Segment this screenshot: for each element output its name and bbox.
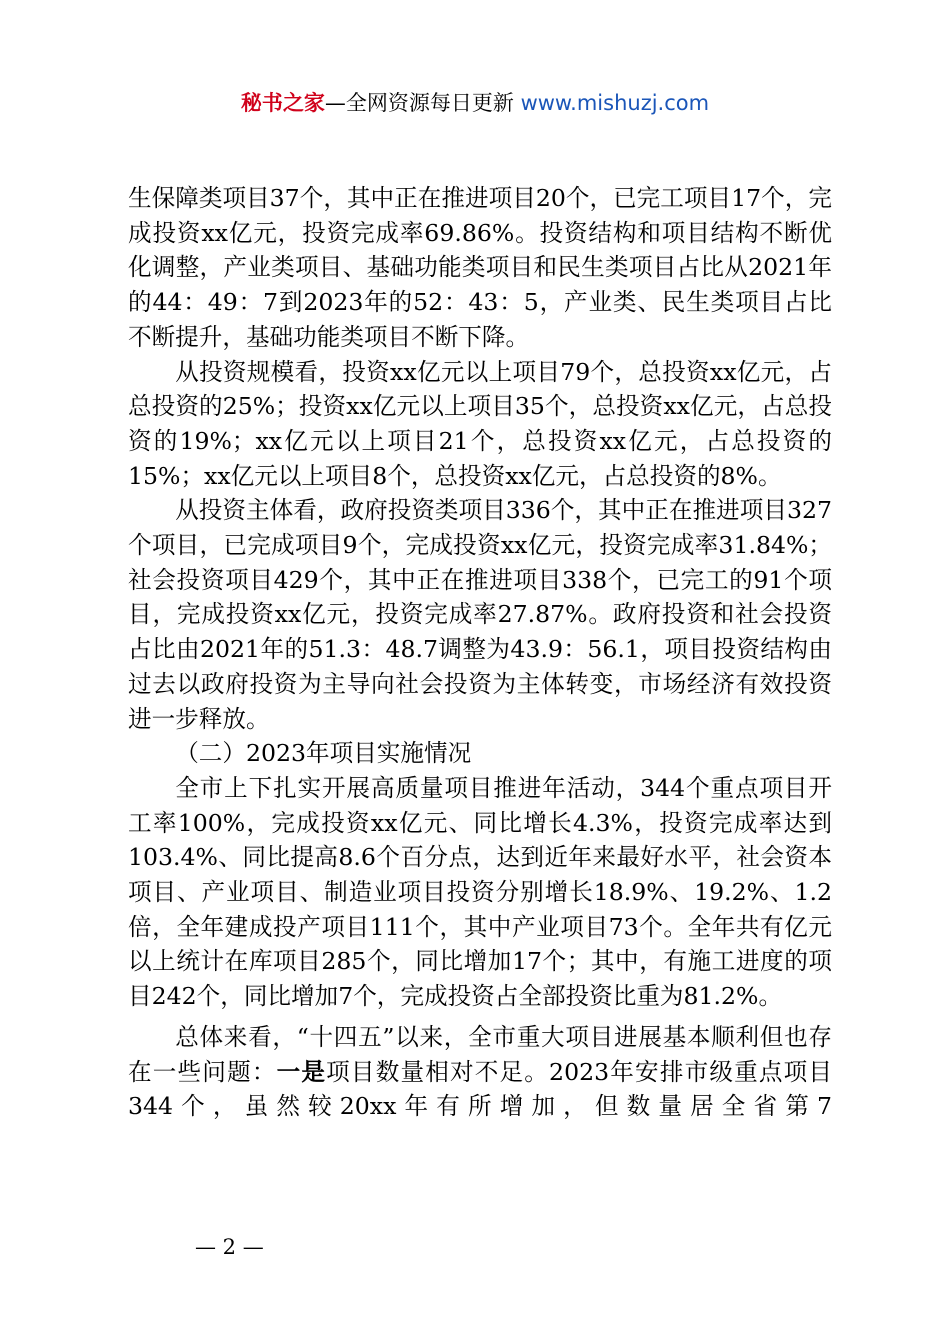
overall-intro-text: 总体来看，“十四五”以来，全市重大项目进展基本顺利但也存在一些问题： <box>128 1022 832 1086</box>
paragraph-investment-scale: 从投资规模看，投资xx亿元以上项目79个，总投资xx亿元，占总投资的25%；投资xx亿元以上项目35个，总投资xx亿元，占总投资的19%；xx亿元以上项目21个，总投资xx亿元，占总投资的15%；xx亿元以上项目8个，总投资xx亿元，占总投资的8%。 <box>128 357 832 490</box>
first-point-text: 项目数量相对不足。2023年安排市级重点项目344个，虽然较20xx年有所增加，但数量居全省第7 <box>128 1057 833 1121</box>
site-url-link[interactable]: www.mishuzj.com <box>520 91 710 115</box>
page-number: — 2 — <box>195 1235 264 1259</box>
section-subheading: （二）2023年项目实施情况 <box>175 739 472 768</box>
paragraph-continuation: 生保障类项目37个，其中正在推进项目20个，已完工项目17个，完成投资xx亿元，投资完成率69.86%。投资结构和项目结构不断优化调整，产业类项目、基础功能类项目和民生类项目占比从2021年的44：49：7到2023年的52：43：5，产业类、民生类项目占比不断提升，基础功能类项目不断下降。 <box>128 184 832 351</box>
paragraph-2023-implementation: 全市上下扎实开展高质量项目推进年活动，344个重点项目开工率100%，完成投资xx亿元、同比增长4.3%，投资完成率达到103.4%、同比提高8.6个百分点，达到近年来最好水平，社会资本项目、产业项目、制造业项目投资分别增长18.9%、19.2%、1.2倍，全年建成投产项目111个，其中产业项目73个。全年共有亿元以上统计在库项目285个，同比增加17个；其中，有施工进度的项目242个，同比增加7个，完成投资占全部投资比重为81.2%。 <box>128 773 832 1011</box>
first-point-label: 一是 <box>276 1057 327 1086</box>
site-brand: 秘书之家 <box>240 91 325 115</box>
site-tagline: —全网资源每日更新 <box>324 91 521 115</box>
document-body <box>128 181 832 1124</box>
paragraph-overall-problems <box>128 1020 832 1124</box>
site-banner <box>0 88 950 118</box>
paragraph-investment-subject: 从投资主体看，政府投资类项目336个，其中正在推进项目327个项目，已完成项目9个，完成投资xx亿元，投资完成率31.84%；社会投资项目429个，其中正在推进项目338个，已完工的91个项目，完成投资xx亿元，投资完成率27.87%。政府投资和社会投资占比由2021年的51.3：48.7调整为43.9：56.1，项目投资结构由过去以政府投资为主导向社会投资为主体转变，市场经济有效投资进一步释放。 <box>128 496 832 733</box>
